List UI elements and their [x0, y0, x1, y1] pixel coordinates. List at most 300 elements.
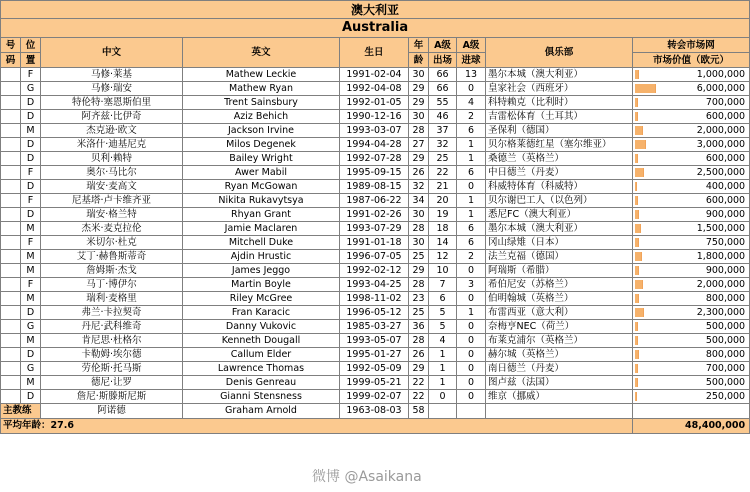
table-row: [1, 376, 750, 390]
market-value-bar: [635, 266, 639, 275]
player-age: 26: [409, 166, 429, 180]
market-value-bar: [635, 112, 638, 121]
player-age: 28: [409, 222, 429, 236]
player-birthday: 1985-03-27: [340, 320, 409, 334]
player-market-value: [633, 138, 750, 152]
market-value-bar: [635, 238, 639, 247]
player-club: 科特赖克（比利时）: [486, 96, 633, 110]
player-goals: 0: [457, 320, 486, 334]
player-club: 南日德兰（丹麦）: [486, 362, 633, 376]
player-birthday: 1989-08-15: [340, 180, 409, 194]
player-caps: 1: [429, 348, 457, 362]
table-row: [1, 222, 750, 236]
player-number: [1, 138, 21, 152]
player-number: [1, 278, 21, 292]
header-value-line1: 转会市场网: [633, 38, 750, 53]
player-birthday: 1992-01-05: [340, 96, 409, 110]
player-birthday: 1995-01-27: [340, 348, 409, 362]
player-position: F: [21, 166, 41, 180]
player-market-value: [633, 278, 750, 292]
player-birthday: 1993-04-25: [340, 278, 409, 292]
player-club: 中日德兰（丹麦）: [486, 166, 633, 180]
player-caps: 6: [429, 292, 457, 306]
player-age: 36: [409, 320, 429, 334]
player-market-value: [633, 110, 750, 124]
market-value-bar: [635, 280, 643, 289]
player-chinese-name: 瑞安·麦高文: [41, 180, 183, 194]
market-value-text: 400,000: [705, 180, 746, 192]
market-value-text: 3,000,000: [696, 138, 746, 150]
player-caps: 5: [429, 320, 457, 334]
player-age: 29: [409, 264, 429, 278]
player-number: [1, 124, 21, 138]
player-number: [1, 250, 21, 264]
player-chinese-name: 卡勒姆·埃尔德: [41, 348, 183, 362]
player-birthday: 1992-04-08: [340, 82, 409, 96]
player-age: 28: [409, 278, 429, 292]
market-value-bar: [635, 336, 638, 345]
player-english-name: Aziz Behich: [183, 110, 340, 124]
player-english-name: Awer Mabil: [183, 166, 340, 180]
table-row: [1, 278, 750, 292]
player-english-name: Mathew Ryan: [183, 82, 340, 96]
player-position: D: [21, 180, 41, 194]
player-english-name: Bailey Wright: [183, 152, 340, 166]
player-market-value: [633, 222, 750, 236]
market-value-text: 750,000: [705, 236, 746, 248]
player-english-name: Jamie Maclaren: [183, 222, 340, 236]
player-position: G: [21, 82, 41, 96]
market-value-bar: [635, 294, 639, 303]
player-number: [1, 362, 21, 376]
player-position: F: [21, 68, 41, 82]
player-chinese-name: 弗兰·卡拉契奇: [41, 306, 183, 320]
player-age: 27: [409, 138, 429, 152]
player-english-name: Denis Genreau: [183, 376, 340, 390]
market-value-bar: [635, 392, 637, 401]
player-english-name: Danny Vukovic: [183, 320, 340, 334]
player-position: F: [21, 278, 41, 292]
table-row: [1, 362, 750, 376]
player-birthday: 1996-07-05: [340, 250, 409, 264]
coach-english-name: Graham Arnold: [183, 404, 340, 419]
player-caps: 66: [429, 82, 457, 96]
header-age-line2: 龄: [409, 53, 429, 68]
table-row: [1, 348, 750, 362]
player-chinese-name: 艾丁·赫鲁斯蒂奇: [41, 250, 183, 264]
header-age-line1: 年: [409, 38, 429, 53]
player-english-name: James Jeggo: [183, 264, 340, 278]
player-age: 29: [409, 96, 429, 110]
player-birthday: 1992-07-28: [340, 152, 409, 166]
player-number: [1, 348, 21, 362]
player-english-name: Callum Elder: [183, 348, 340, 362]
player-club: 法兰克福（德国）: [486, 250, 633, 264]
market-value-bar: [635, 224, 641, 233]
average-age: 平均年龄：27.6: [1, 419, 633, 434]
player-number: [1, 152, 21, 166]
coach-chinese-name: 阿诺德: [41, 404, 183, 419]
player-chinese-name: 米切尔·杜克: [41, 236, 183, 250]
player-caps: 12: [429, 250, 457, 264]
player-market-value: [633, 194, 750, 208]
player-market-value: [633, 96, 750, 110]
player-caps: 22: [429, 166, 457, 180]
market-value-text: 6,000,000: [696, 82, 746, 94]
player-english-name: Rhyan Grant: [183, 208, 340, 222]
player-birthday: 1999-05-21: [340, 376, 409, 390]
player-number: [1, 110, 21, 124]
player-birthday: 1991-02-26: [340, 208, 409, 222]
player-goals: 6: [457, 124, 486, 138]
player-goals: 3: [457, 278, 486, 292]
market-value-text: 1,800,000: [696, 250, 746, 262]
market-value-text: 900,000: [705, 264, 746, 276]
player-club: 悉尼FC（澳大利亚）: [486, 208, 633, 222]
header-value-line2: 市场价值（欧元）: [633, 53, 750, 68]
player-caps: 4: [429, 334, 457, 348]
header-position-line1: 位: [21, 38, 41, 53]
player-birthday: 1995-09-15: [340, 166, 409, 180]
market-value-text: 600,000: [705, 152, 746, 164]
player-market-value: [633, 82, 750, 96]
market-value-text: 500,000: [705, 320, 746, 332]
player-age: 29: [409, 152, 429, 166]
market-value-bar: [635, 364, 638, 373]
player-english-name: Nikita Rukavytsya: [183, 194, 340, 208]
header-row-1: [1, 38, 750, 53]
player-number: [1, 376, 21, 390]
player-position: D: [21, 390, 41, 404]
player-chinese-name: 贝利·赖特: [41, 152, 183, 166]
player-club: 圣保利（德国）: [486, 124, 633, 138]
weibo-watermark: 微博 @Asaikana: [312, 469, 422, 485]
market-value-text: 2,500,000: [696, 166, 746, 178]
player-caps: 0: [429, 390, 457, 404]
market-value-text: 1,500,000: [696, 222, 746, 234]
player-caps: 25: [429, 152, 457, 166]
market-value-bar: [635, 154, 638, 163]
player-chinese-name: 丹尼·武科维奇: [41, 320, 183, 334]
header-goals-line1: A级: [457, 38, 486, 53]
market-value-bar: [635, 378, 638, 387]
player-position: M: [21, 250, 41, 264]
summary-row: [1, 419, 750, 434]
table-row: [1, 68, 750, 82]
market-value-text: 600,000: [705, 110, 746, 122]
coach-age: 58: [409, 404, 429, 419]
player-goals: 0: [457, 390, 486, 404]
player-number: [1, 292, 21, 306]
table-row: [1, 110, 750, 124]
player-number: [1, 180, 21, 194]
player-market-value: [633, 236, 750, 250]
player-chinese-name: 詹姆斯·杰戈: [41, 264, 183, 278]
market-value-bar: [635, 140, 646, 149]
player-position: D: [21, 138, 41, 152]
player-english-name: Lawrence Thomas: [183, 362, 340, 376]
coach-empty-cell: [429, 404, 457, 419]
player-club: 皇家社会（西班牙）: [486, 82, 633, 96]
player-chinese-name: 杰克逊·欧文: [41, 124, 183, 138]
player-birthday: 1990-12-16: [340, 110, 409, 124]
player-caps: 20: [429, 194, 457, 208]
player-club: 伯明翰城（英格兰）: [486, 292, 633, 306]
player-chinese-name: 阿齐兹·比伊奇: [41, 110, 183, 124]
player-english-name: Mitchell Duke: [183, 236, 340, 250]
header-club: 俱乐部: [486, 38, 633, 68]
table-row: [1, 334, 750, 348]
player-age: 23: [409, 292, 429, 306]
player-club: 科威特体育（科威特）: [486, 180, 633, 194]
page-title: 澳大利亚: [1, 1, 750, 19]
player-market-value: [633, 250, 750, 264]
player-market-value: [633, 180, 750, 194]
player-chinese-name: 米洛什·迪基尼克: [41, 138, 183, 152]
player-goals: 1: [457, 194, 486, 208]
player-number: [1, 208, 21, 222]
player-position: M: [21, 376, 41, 390]
player-position: D: [21, 110, 41, 124]
player-club: 阿瑞斯（希腊）: [486, 264, 633, 278]
coach-birthday: 1963-08-03: [340, 404, 409, 419]
market-value-text: 2,000,000: [696, 124, 746, 136]
player-position: D: [21, 208, 41, 222]
player-birthday: 1996-05-12: [340, 306, 409, 320]
player-number: [1, 320, 21, 334]
player-club: 桑德兰（英格兰）: [486, 152, 633, 166]
player-club: 贝尔格莱德红星（塞尔维亚）: [486, 138, 633, 152]
player-number: [1, 236, 21, 250]
player-age: 30: [409, 208, 429, 222]
table-row: [1, 152, 750, 166]
player-english-name: Trent Sainsbury: [183, 96, 340, 110]
player-club: 冈山绿雉（日本）: [486, 236, 633, 250]
player-birthday: 1992-02-12: [340, 264, 409, 278]
player-age: 30: [409, 236, 429, 250]
header-position-line2: 置: [21, 53, 41, 68]
player-chinese-name: 詹尼·斯滕斯尼斯: [41, 390, 183, 404]
player-club: 奈梅亨NEC（荷兰）: [486, 320, 633, 334]
player-caps: 10: [429, 264, 457, 278]
table-row: [1, 320, 750, 334]
player-english-name: Riley McGree: [183, 292, 340, 306]
market-value-bar: [635, 84, 656, 93]
player-position: M: [21, 292, 41, 306]
player-chinese-name: 特伦特·塞恩斯伯里: [41, 96, 183, 110]
header-chinese-name: 中文: [41, 38, 183, 68]
player-caps: 1: [429, 376, 457, 390]
player-birthday: 1998-11-02: [340, 292, 409, 306]
player-market-value: [633, 348, 750, 362]
page-subtitle: Australia: [1, 19, 750, 38]
player-goals: 1: [457, 152, 486, 166]
subtitle-row: [1, 19, 750, 38]
market-value-text: 1,000,000: [696, 68, 746, 80]
table-row: [1, 264, 750, 278]
player-age: 25: [409, 306, 429, 320]
player-number: [1, 194, 21, 208]
market-value-text: 800,000: [705, 348, 746, 360]
player-chinese-name: 瑞安·格兰特: [41, 208, 183, 222]
player-market-value: [633, 320, 750, 334]
market-value-bar: [635, 308, 644, 317]
player-goals: 0: [457, 348, 486, 362]
header-caps-line2: 出场: [429, 53, 457, 68]
player-position: F: [21, 236, 41, 250]
player-number: [1, 390, 21, 404]
player-birthday: 1992-05-09: [340, 362, 409, 376]
player-english-name: Milos Degenek: [183, 138, 340, 152]
coach-empty-cell: [633, 404, 750, 419]
player-birthday: 1993-07-29: [340, 222, 409, 236]
market-value-bar: [635, 196, 638, 205]
player-club: 图卢兹（法国）: [486, 376, 633, 390]
player-goals: 6: [457, 236, 486, 250]
player-chinese-name: 马丁·博伊尔: [41, 278, 183, 292]
player-market-value: [633, 208, 750, 222]
player-goals: 1: [457, 208, 486, 222]
player-position: M: [21, 264, 41, 278]
player-position: M: [21, 334, 41, 348]
player-market-value: [633, 362, 750, 376]
player-birthday: 1994-04-28: [340, 138, 409, 152]
table-row: [1, 208, 750, 222]
player-goals: 2: [457, 250, 486, 264]
player-club: 维京（挪威）: [486, 390, 633, 404]
market-value-text: 700,000: [705, 362, 746, 374]
player-market-value: [633, 152, 750, 166]
player-goals: 0: [457, 334, 486, 348]
player-chinese-name: 奥尔·马比尔: [41, 166, 183, 180]
player-market-value: [633, 292, 750, 306]
market-value-bar: [635, 210, 639, 219]
player-club: 墨尔本城（澳大利亚）: [486, 222, 633, 236]
player-position: D: [21, 96, 41, 110]
player-position: D: [21, 348, 41, 362]
player-club: 贝尔谢巴工人（以色列）: [486, 194, 633, 208]
player-caps: 5: [429, 306, 457, 320]
header-english-name: 英文: [183, 38, 340, 68]
coach-empty-cell: [457, 404, 486, 419]
player-position: G: [21, 320, 41, 334]
table-row: [1, 194, 750, 208]
player-number: [1, 82, 21, 96]
player-english-name: Ajdin Hrustic: [183, 250, 340, 264]
player-english-name: Martin Boyle: [183, 278, 340, 292]
player-market-value: [633, 264, 750, 278]
player-goals: 0: [457, 362, 486, 376]
player-goals: 0: [457, 264, 486, 278]
header-caps-line1: A级: [429, 38, 457, 53]
title-row: [1, 1, 750, 19]
header-birthday: 生日: [340, 38, 409, 68]
player-goals: 6: [457, 166, 486, 180]
player-chinese-name: 杰米·麦克拉伦: [41, 222, 183, 236]
player-age: 28: [409, 334, 429, 348]
player-club: 希伯尼安（苏格兰）: [486, 278, 633, 292]
player-market-value: [633, 334, 750, 348]
player-caps: 18: [429, 222, 457, 236]
player-market-value: [633, 376, 750, 390]
market-value-bar: [635, 350, 639, 359]
player-chinese-name: 德尼·让罗: [41, 376, 183, 390]
market-value-text: 2,300,000: [696, 306, 746, 318]
player-age: 30: [409, 110, 429, 124]
player-english-name: Mathew Leckie: [183, 68, 340, 82]
player-club: 墨尔本城（澳大利亚）: [486, 68, 633, 82]
table-row: [1, 180, 750, 194]
player-goals: 1: [457, 306, 486, 320]
player-birthday: 1993-05-07: [340, 334, 409, 348]
player-number: [1, 334, 21, 348]
market-value-bar: [635, 252, 642, 261]
player-position: G: [21, 362, 41, 376]
player-number: [1, 166, 21, 180]
player-market-value: [633, 166, 750, 180]
player-birthday: 1991-01-18: [340, 236, 409, 250]
player-age: 26: [409, 348, 429, 362]
player-chinese-name: 瑞利·麦格里: [41, 292, 183, 306]
coach-row: [1, 404, 750, 419]
player-age: 22: [409, 390, 429, 404]
player-age: 29: [409, 362, 429, 376]
market-value-bar: [635, 322, 638, 331]
player-number: [1, 222, 21, 236]
player-number: [1, 68, 21, 82]
player-club: 吉雷松体育（土耳其）: [486, 110, 633, 124]
market-value-text: 600,000: [705, 194, 746, 206]
player-market-value: [633, 68, 750, 82]
player-position: D: [21, 306, 41, 320]
table-row: [1, 82, 750, 96]
player-club: 赫尔城（英格兰）: [486, 348, 633, 362]
player-birthday: 1993-03-07: [340, 124, 409, 138]
player-chinese-name: 劳伦斯·托马斯: [41, 362, 183, 376]
player-birthday: 1987-06-22: [340, 194, 409, 208]
player-caps: 7: [429, 278, 457, 292]
player-caps: 21: [429, 180, 457, 194]
player-position: F: [21, 194, 41, 208]
player-number: [1, 264, 21, 278]
market-value-text: 900,000: [705, 208, 746, 220]
player-number: [1, 306, 21, 320]
player-goals: 0: [457, 82, 486, 96]
player-caps: 1: [429, 362, 457, 376]
market-value-text: 800,000: [705, 292, 746, 304]
market-value-text: 500,000: [705, 376, 746, 388]
header-number-line1: 号: [1, 38, 21, 53]
player-caps: 19: [429, 208, 457, 222]
table-row: [1, 250, 750, 264]
market-value-bar: [635, 70, 639, 79]
player-caps: 46: [429, 110, 457, 124]
table-row: [1, 390, 750, 404]
table-row: [1, 292, 750, 306]
player-english-name: Kenneth Dougall: [183, 334, 340, 348]
player-birthday: 1991-02-04: [340, 68, 409, 82]
market-value-text: 500,000: [705, 334, 746, 346]
player-goals: 0: [457, 376, 486, 390]
player-goals: 13: [457, 68, 486, 82]
player-caps: 55: [429, 96, 457, 110]
player-position: D: [21, 152, 41, 166]
player-age: 34: [409, 194, 429, 208]
player-age: 32: [409, 180, 429, 194]
player-age: 28: [409, 124, 429, 138]
player-market-value: [633, 306, 750, 320]
player-chinese-name: 马修·瑞安: [41, 82, 183, 96]
